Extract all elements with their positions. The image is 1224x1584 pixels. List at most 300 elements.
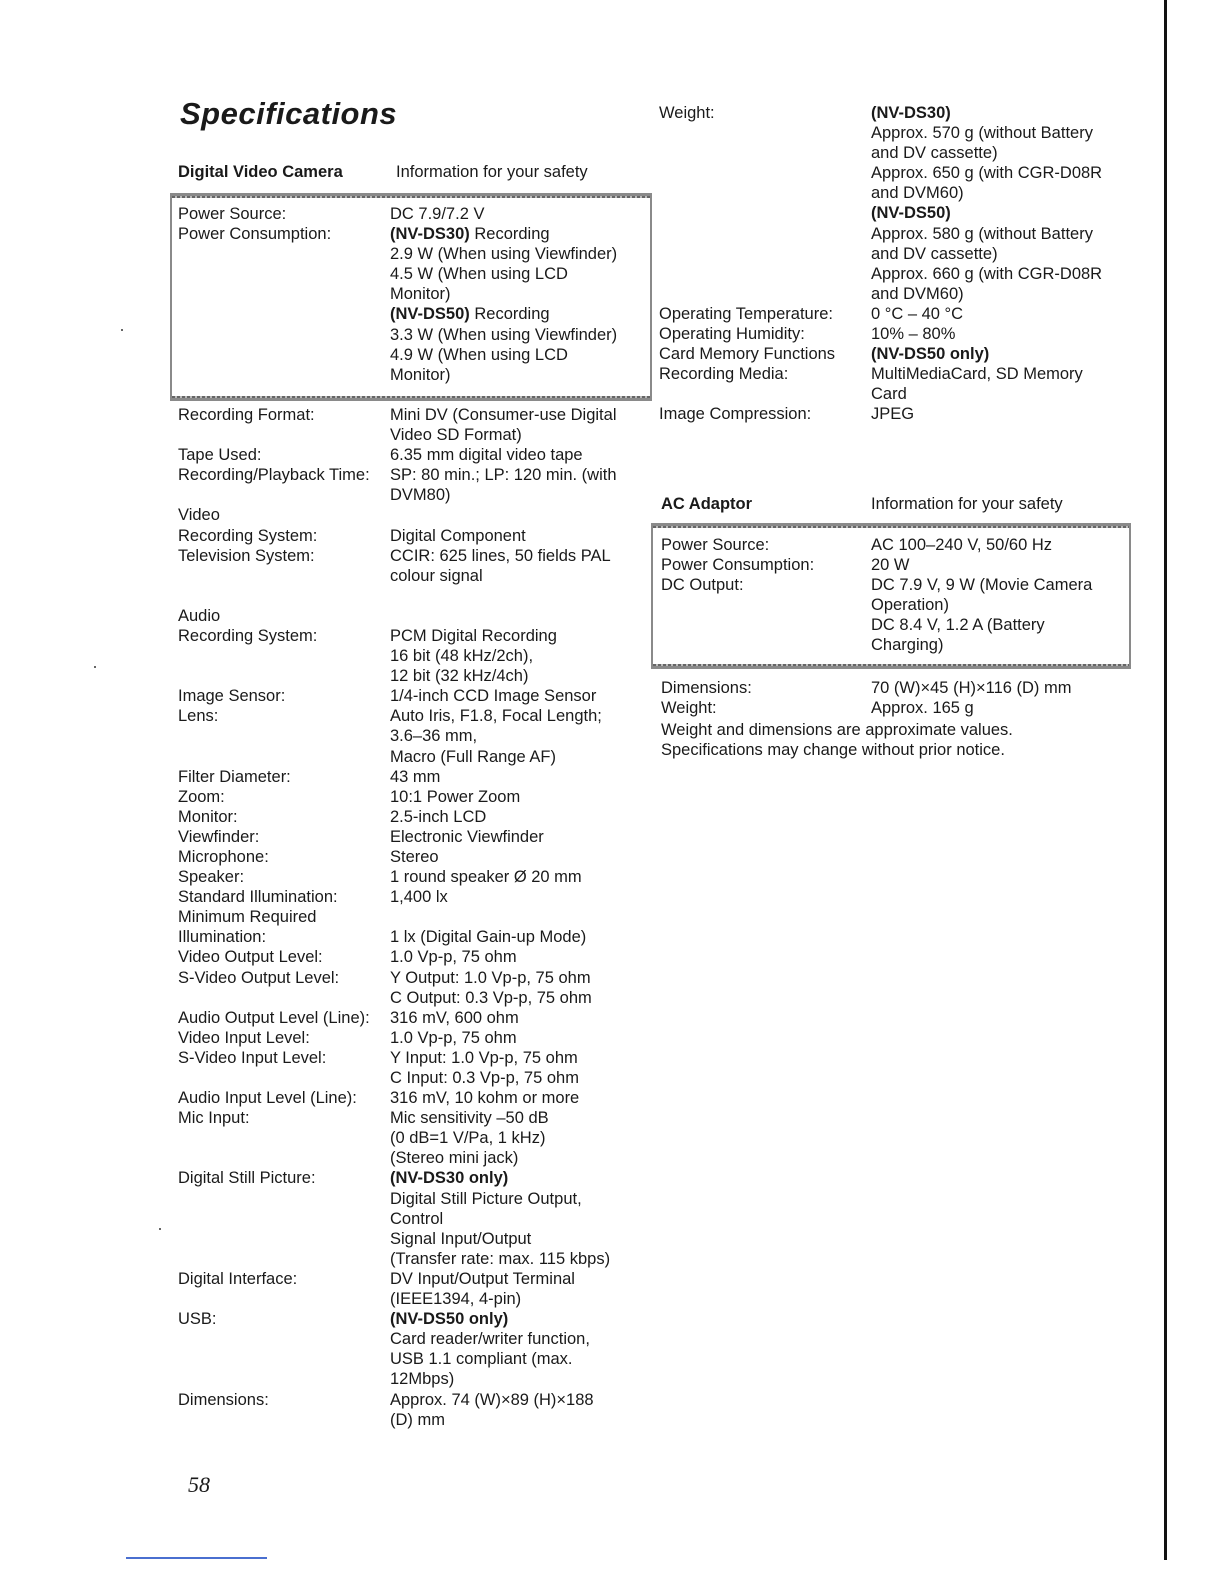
spec-value-line: [390, 626, 648, 646]
spec-row: [178, 867, 648, 887]
spec-label: Power Consumption:: [178, 225, 332, 244]
spec-value-line: [390, 304, 638, 324]
spec-value: [871, 535, 1121, 555]
spec-value-line: [390, 1329, 648, 1349]
spec-value: [390, 445, 648, 465]
spec-row: [178, 787, 648, 807]
spec-text: Digital Still Picture Output,: [390, 1189, 582, 1208]
spec-value-line: [871, 698, 1121, 718]
spec-value-line: [871, 595, 1121, 615]
model-tag: (NV-DS30 only): [390, 1169, 509, 1188]
spec-value-line: [390, 425, 648, 445]
spec-value: [390, 405, 648, 445]
spec-value: [390, 1028, 648, 1048]
model-tag: (NV-DS30): [390, 225, 470, 244]
spec-text: AC 100–240 V, 50/60 Hz: [871, 536, 1053, 554]
spec-value: [390, 787, 648, 807]
spec-text: 43 mm: [390, 767, 441, 786]
spec-label: Power Source:: [178, 205, 287, 223]
spec-label: Mic Input:: [178, 1109, 250, 1128]
spec-row: [178, 465, 648, 505]
adaptor-heading: AC Adaptor: [661, 495, 753, 513]
spec-value-line: [390, 526, 648, 546]
camera-specs: [178, 405, 648, 1430]
spec-value-line: [390, 1410, 648, 1430]
spec-value-line: [390, 1168, 648, 1188]
spec-value: [871, 324, 1129, 344]
spec-value: [390, 706, 648, 766]
model-tag: (NV-DS50): [871, 204, 951, 223]
spec-value-line: [390, 747, 648, 767]
spec-row: [178, 927, 648, 947]
spec-label: Recording System:: [178, 626, 318, 645]
spec-text: Charging): [871, 636, 944, 655]
spec-value-line: [390, 284, 638, 304]
spec-label: Zoom:: [178, 787, 225, 806]
spec-text: 316 mV, 600 ohm: [390, 1008, 519, 1027]
spec-text: 316 mV, 10 kohm or more: [390, 1089, 580, 1108]
spec-value-line: [390, 405, 648, 425]
spec-row: [178, 1088, 648, 1108]
camera-safety-note: Information for your safety: [396, 163, 588, 181]
spec-text: 12 bit (32 kHz/4ch): [390, 667, 529, 686]
spec-text: DV Input/Output Terminal: [390, 1269, 575, 1288]
spec-value: [390, 968, 648, 1008]
spec-row: [178, 224, 638, 385]
spec-label: Digital Interface:: [178, 1269, 298, 1288]
model-tag: (NV-DS50 only): [390, 1310, 509, 1329]
adaptor-safety-note: Information for your safety: [871, 495, 1063, 513]
spec-text: 10% – 80%: [871, 325, 956, 344]
spec-text: 20 W: [871, 556, 910, 575]
camera-specs-right: [659, 103, 1129, 425]
spec-text: 2.9 W (When using Viewfinder): [390, 245, 618, 264]
spec-label: Viewfinder:: [178, 827, 260, 846]
spec-text: 4.5 W (When using LCD: [390, 265, 568, 284]
spec-value-line: [871, 324, 1129, 344]
spec-value-line: [390, 1229, 648, 1249]
spec-text: Mic sensitivity –50 dB: [390, 1109, 549, 1128]
spec-label: Video Input Level:: [178, 1028, 310, 1047]
page-title: Specifications: [180, 96, 398, 131]
spec-value: [390, 1008, 648, 1028]
spec-value-line: [390, 465, 648, 485]
spec-value-line: [871, 284, 1129, 304]
spec-text: 3.6–36 mm,: [390, 727, 478, 746]
spec-value: [390, 1168, 648, 1268]
spec-label: Standard Illumination:: [178, 888, 338, 907]
spec-value: [871, 364, 1129, 404]
spec-row: [661, 555, 1121, 575]
model-tag: (NV-DS50): [390, 305, 470, 324]
spec-row: [178, 204, 638, 224]
spec-label: Weight:: [659, 104, 715, 122]
spec-value-line: [871, 224, 1129, 244]
spec-value-line: [390, 1128, 648, 1148]
spec-value: [390, 586, 648, 606]
bottom-link-underline: [126, 1557, 267, 1559]
spec-value-line: [390, 726, 648, 746]
spec-text: USB 1.1 compliant (max.: [390, 1350, 573, 1369]
spec-text: SP: 80 min.; LP: 120 min. (with: [390, 466, 617, 485]
spec-value-line: [390, 365, 638, 385]
spec-text: (Stereo mini jack): [390, 1149, 519, 1168]
spec-text: Recording: [469, 225, 550, 244]
spec-value-line: [390, 1048, 648, 1068]
model-tag: (NV-DS30): [871, 104, 951, 122]
spec-value-line: [390, 887, 648, 907]
spec-value-line: [390, 325, 638, 345]
spec-label: Recording Format:: [178, 406, 315, 424]
spec-text: DC 7.9/7.2 V: [390, 205, 485, 223]
spec-value-line: [390, 1289, 648, 1309]
spec-value-line: [390, 1028, 648, 1048]
spec-text: (D) mm: [390, 1410, 445, 1429]
scan-dot: [121, 329, 123, 331]
spec-value-line: [871, 304, 1129, 324]
spec-value-line: [871, 183, 1129, 203]
spec-text: Auto Iris, F1.8, Focal Length;: [390, 707, 602, 726]
spec-text: C Input: 0.3 Vp-p, 75 ohm: [390, 1069, 579, 1087]
spec-value-line: [871, 344, 1129, 364]
spec-label: [178, 586, 390, 606]
spec-row: [178, 1309, 648, 1389]
spec-label: Digital Still Picture:: [178, 1169, 316, 1188]
spec-value-line: [390, 1269, 648, 1289]
spec-label: Audio Output Level (Line):: [178, 1008, 370, 1027]
spec-value: [871, 555, 1121, 575]
spec-value-line: [390, 1349, 648, 1369]
spec-value-line: [390, 204, 638, 224]
spec-value-line: [390, 827, 648, 847]
spec-value-line: [871, 264, 1129, 284]
spec-row: [178, 505, 648, 525]
spec-value-line: [871, 535, 1121, 555]
spec-text: Y Input: 1.0 Vp-p, 75 ohm: [390, 1048, 578, 1067]
camera-safety-specs: [178, 204, 638, 385]
spec-value-line: [390, 1088, 648, 1108]
spec-text: 1/4-inch CCD Image Sensor: [390, 687, 597, 706]
spec-row: [178, 546, 648, 586]
spec-text: CCIR: 625 lines, 50 fields PAL: [390, 546, 611, 565]
spec-row: [178, 606, 648, 626]
spec-value: [390, 606, 648, 626]
spec-value: [390, 686, 648, 706]
spec-label: S-Video Input Level:: [178, 1048, 327, 1067]
spec-row: [178, 968, 648, 1008]
spec-text: Approx. 165 g: [871, 699, 974, 718]
spec-value-line: [390, 706, 648, 726]
spec-label: Image Compression:: [659, 405, 812, 424]
spec-label: DC Output:: [661, 576, 744, 595]
spec-row: [661, 575, 1121, 655]
spec-value-line: [390, 566, 648, 586]
spec-value: [390, 1390, 648, 1430]
adaptor-notes: [661, 720, 1131, 760]
spec-row: [178, 1028, 648, 1048]
spec-label: Recording Media:: [659, 365, 789, 384]
spec-value: [390, 1088, 648, 1108]
spec-value: [390, 465, 648, 505]
spec-value: [871, 103, 1129, 304]
spec-label: Weight:: [661, 699, 717, 718]
spec-label: Microphone:: [178, 847, 269, 866]
spec-value-line: [390, 244, 638, 264]
spec-value: [390, 1048, 648, 1088]
spec-row: [178, 526, 648, 546]
spec-row: [178, 706, 648, 766]
camera-heading: Digital Video Camera: [178, 163, 343, 181]
spec-value-line: [390, 666, 648, 686]
spec-value-line: [390, 646, 648, 666]
spec-value: [390, 867, 648, 887]
spec-row: [178, 1048, 648, 1088]
spec-text: 1.0 Vp-p, 75 ohm: [390, 1028, 517, 1047]
spec-label: Illumination:: [178, 928, 267, 947]
spec-row: [178, 767, 648, 787]
spec-value-line: [871, 615, 1121, 635]
spec-row: [178, 405, 648, 445]
spec-row: [661, 678, 1121, 698]
spec-row: [659, 324, 1129, 344]
spec-label: Card Memory Functions: [659, 345, 836, 364]
spec-label: Speaker:: [178, 868, 245, 887]
spec-value-line: [390, 1309, 648, 1329]
spec-text: and DV cassette): [871, 244, 998, 263]
spec-value-line: [871, 244, 1129, 264]
spec-text: Digital Component: [390, 526, 526, 545]
spec-label: USB:: [178, 1310, 217, 1329]
spec-value: [871, 344, 1129, 364]
spec-row: [659, 404, 1129, 424]
spec-value-line: [390, 345, 638, 365]
spec-label: Power Consumption:: [661, 556, 815, 575]
spec-label: Tape Used:: [178, 446, 262, 465]
spec-value-line: [871, 163, 1129, 183]
spec-label: Lens:: [178, 707, 219, 726]
spec-text: 16 bit (48 kHz/2ch),: [390, 647, 534, 666]
page-edge-rule: [1164, 0, 1167, 1560]
spec-text: 70 (W)×45 (H)×116 (D) mm: [871, 679, 1072, 697]
spec-text: Recording: [469, 305, 550, 324]
spec-text: and DVM60): [871, 284, 964, 303]
note-line: Specifications may change without prior notice.: [661, 741, 1005, 760]
adaptor-safety-specs: [661, 535, 1121, 656]
spec-value-line: [390, 546, 648, 566]
spec-label: Dimensions:: [661, 679, 752, 697]
spec-value-line: [390, 1390, 648, 1410]
spec-text: and DVM60): [871, 184, 964, 203]
spec-value-line: [390, 1249, 648, 1269]
spec-value: [390, 626, 648, 686]
spec-row: [178, 1269, 648, 1309]
spec-value: [390, 767, 648, 787]
spec-text: DVM80): [390, 486, 451, 505]
spec-row: [178, 887, 648, 907]
spec-row: [178, 807, 648, 827]
spec-value-line: [390, 686, 648, 706]
spec-text: Approx. 74 (W)×89 (H)×188: [390, 1390, 594, 1409]
spec-value-line: [871, 143, 1129, 163]
spec-text: colour signal: [390, 566, 483, 585]
spec-value-line: [871, 678, 1121, 698]
spec-value: [390, 927, 648, 947]
spec-value-line: [390, 445, 648, 465]
spec-text: 3.3 W (When using Viewfinder): [390, 325, 618, 344]
spec-value-line: [871, 123, 1129, 143]
spec-text: Approx. 570 g (without Battery: [871, 124, 1093, 143]
spec-row: [178, 847, 648, 867]
spec-text: Approx. 650 g (with CGR-D08R: [871, 164, 1103, 183]
spec-text: Card reader/writer function,: [390, 1330, 590, 1349]
spec-label: Audio Input Level (Line):: [178, 1089, 357, 1108]
spec-value: [871, 575, 1121, 655]
spec-label: Recording/Playback Time:: [178, 466, 370, 485]
spec-value: [390, 807, 648, 827]
spec-text: Macro (Full Range AF): [390, 747, 556, 766]
spec-row: [178, 947, 648, 967]
spec-value: [871, 678, 1121, 698]
spec-value-line: [390, 264, 638, 284]
spec-label: Power Source:: [661, 536, 770, 554]
spec-text: Approx. 580 g (without Battery: [871, 224, 1093, 243]
spec-text: Mini DV (Consumer-use Digital: [390, 406, 617, 424]
spec-value: [390, 505, 648, 525]
spec-text: 1.0 Vp-p, 75 ohm: [390, 948, 517, 967]
spec-value-line: [390, 1148, 648, 1168]
spec-text: (IEEE1394, 4-pin): [390, 1290, 522, 1309]
spec-value-line: [390, 767, 648, 787]
spec-row: [178, 626, 648, 686]
spec-text: 10:1 Power Zoom: [390, 787, 521, 806]
spec-text: DC 7.9 V, 9 W (Movie Camera: [871, 576, 1093, 595]
spec-row: [659, 364, 1129, 404]
spec-value-line: [871, 635, 1121, 655]
spec-text: Monitor): [390, 285, 451, 304]
spec-value-line: [871, 103, 1129, 123]
spec-row: [661, 535, 1121, 555]
spec-row: [178, 686, 648, 706]
model-tag: (NV-DS50 only): [871, 345, 990, 364]
spec-row: [178, 445, 648, 465]
spec-value: [871, 698, 1121, 718]
spec-value-line: [390, 867, 648, 887]
spec-value-line: [390, 224, 638, 244]
spec-value-line: [390, 787, 648, 807]
spec-label: Operating Humidity:: [659, 325, 805, 344]
spec-text: (0 dB=1 V/Pa, 1 kHz): [390, 1129, 546, 1148]
spec-text: JPEG: [871, 405, 915, 424]
spec-label: Recording System:: [178, 526, 318, 545]
adaptor-specs: [661, 678, 1121, 718]
spec-label: Filter Diameter:: [178, 767, 291, 786]
spec-value-line: [390, 1008, 648, 1028]
spec-value: [390, 827, 648, 847]
spec-text: Electronic Viewfinder: [390, 827, 544, 846]
spec-text: Signal Input/Output: [390, 1229, 532, 1248]
spec-row: [178, 1008, 648, 1028]
spec-value: [390, 1108, 648, 1168]
spec-text: 6.35 mm digital video tape: [390, 446, 583, 465]
spec-row: [178, 907, 648, 927]
spec-label: Video Output Level:: [178, 948, 323, 967]
spec-value: [390, 847, 648, 867]
spec-value: [871, 304, 1129, 324]
spec-value-line: [390, 807, 648, 827]
spec-text: Approx. 660 g (with CGR-D08R: [871, 264, 1103, 283]
spec-text: Operation): [871, 596, 949, 615]
spec-label: S-Video Output Level:: [178, 968, 340, 987]
spec-value: [871, 404, 1129, 424]
spec-row: [659, 304, 1129, 324]
spec-row: [178, 586, 648, 606]
spec-text: 1,400 lx: [390, 888, 448, 907]
page-number: 58: [188, 1472, 210, 1497]
spec-row: [659, 103, 1129, 304]
spec-value: [390, 546, 648, 586]
spec-text: 1 round speaker Ø 20 mm: [390, 868, 582, 887]
spec-text: 2.5-inch LCD: [390, 807, 487, 826]
spec-label: Image Sensor:: [178, 687, 286, 706]
spec-text: and DV cassette): [871, 144, 998, 163]
spec-value-line: [390, 1068, 648, 1088]
spec-label: Video: [178, 506, 220, 525]
spec-text: 4.9 W (When using LCD: [390, 345, 568, 364]
spec-row: [178, 827, 648, 847]
spec-text: 12Mbps): [390, 1370, 455, 1389]
spec-value-line: [390, 1189, 648, 1209]
spec-row: [178, 1108, 648, 1168]
spec-value-line: [390, 847, 648, 867]
spec-text: 0 °C – 40 °C: [871, 304, 964, 323]
spec-value-line: [390, 968, 648, 988]
spec-value-line: [871, 555, 1121, 575]
spec-value-line: [871, 203, 1129, 223]
spec-label: Operating Temperature:: [659, 304, 833, 323]
spec-text: Y Output: 1.0 Vp-p, 75 ohm: [390, 968, 591, 987]
spec-value-line: [871, 404, 1129, 424]
spec-label: Monitor:: [178, 807, 238, 826]
spec-text: Monitor): [390, 365, 451, 384]
spec-label: Audio: [178, 606, 221, 625]
spec-text: C Output: 0.3 Vp-p, 75 ohm: [390, 988, 592, 1007]
spec-text: Video SD Format): [390, 426, 522, 445]
spec-text: DC 8.4 V, 1.2 A (Battery: [871, 616, 1045, 635]
spec-value: [390, 947, 648, 967]
note-line: Weight and dimensions are approximate values.: [661, 721, 1013, 739]
spec-value-line: [390, 988, 648, 1008]
spec-text: (Transfer rate: max. 115 kbps): [390, 1249, 611, 1268]
spec-value: [390, 1269, 648, 1309]
spec-text: Control: [390, 1209, 444, 1228]
spec-text: Stereo: [390, 847, 439, 866]
spec-value-line: [390, 1369, 648, 1389]
spec-value: [390, 887, 648, 907]
spec-value-line: [390, 485, 648, 505]
spec-row: [178, 1168, 648, 1268]
scan-dot: [159, 1228, 161, 1230]
spec-value-line: [390, 927, 648, 947]
spec-row: [661, 698, 1121, 718]
spec-value-line: [390, 1108, 648, 1128]
spec-value-line: [871, 575, 1121, 595]
spec-value-line: [390, 1209, 648, 1229]
spec-value-line: [390, 947, 648, 967]
spec-row: [178, 1390, 648, 1430]
spec-label: Television System:: [178, 546, 315, 565]
spec-value: [390, 526, 648, 546]
spec-label: Minimum Required: [178, 908, 317, 927]
